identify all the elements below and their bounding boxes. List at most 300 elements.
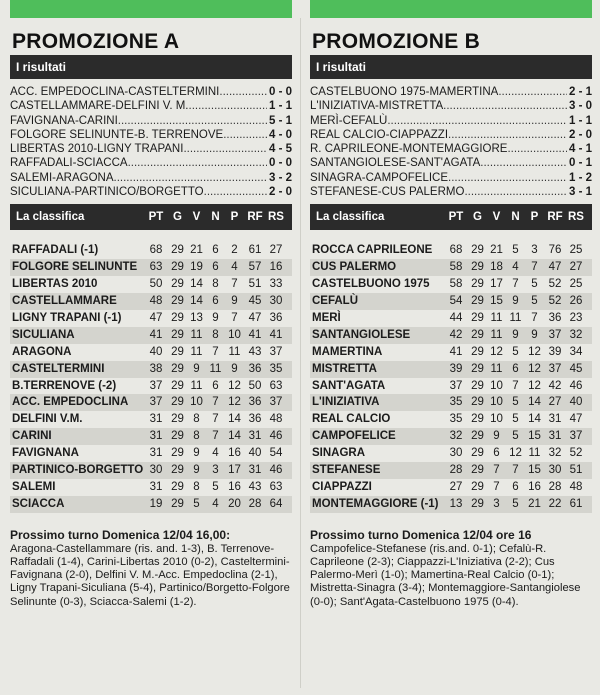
standings-row bbox=[310, 310, 592, 327]
stat-v: 8 bbox=[193, 480, 200, 493]
result-row bbox=[10, 128, 292, 142]
leader-dots bbox=[219, 85, 267, 99]
column-header-n: N bbox=[211, 211, 220, 224]
stat-p: 14 bbox=[528, 413, 541, 426]
stat-rf: 40 bbox=[248, 447, 262, 460]
stat-rs: 34 bbox=[569, 345, 583, 358]
team-name: LIBERTAS 2010 bbox=[12, 278, 98, 291]
team-name: ARAGONA bbox=[12, 345, 72, 358]
stat-n: 5 bbox=[512, 430, 519, 443]
team-name: DELFINI V.M. bbox=[12, 413, 83, 426]
result-match: MERÌ-CEFALÙ bbox=[310, 114, 388, 127]
result-match: STEFANESE-CUS PALERMO bbox=[310, 186, 465, 199]
stat-v: 14 bbox=[190, 295, 203, 308]
stat-rf: 31 bbox=[548, 413, 562, 426]
stat-rs: 37 bbox=[569, 430, 583, 443]
green-top-bar bbox=[10, 0, 292, 18]
stat-n: 6 bbox=[212, 379, 219, 392]
next-round-title: Prossimo turno Domenica 12/04 16,00: bbox=[10, 527, 231, 542]
stat-v: 10 bbox=[490, 413, 503, 426]
stat-g: 29 bbox=[171, 430, 184, 443]
result-match: SINAGRA-CAMPOFELICE bbox=[310, 171, 449, 184]
results-header: I risultati bbox=[10, 55, 292, 79]
result-score: 4 - 0 bbox=[268, 128, 292, 141]
stat-v: 3 bbox=[493, 497, 500, 510]
stat-rs: 52 bbox=[569, 447, 583, 460]
stat-rs: 23 bbox=[569, 311, 583, 324]
stat-rs: 61 bbox=[569, 497, 583, 510]
stat-pt: 30 bbox=[449, 447, 463, 460]
stat-g: 29 bbox=[471, 362, 484, 375]
team-name: B.TERRENOVE (-2) bbox=[12, 379, 117, 392]
result-row bbox=[10, 156, 292, 170]
standings-row bbox=[10, 462, 292, 479]
team-name: SICULIANA bbox=[12, 328, 75, 341]
stat-rs: 63 bbox=[269, 379, 283, 392]
stat-g: 29 bbox=[471, 345, 484, 358]
stat-rf: 45 bbox=[248, 295, 262, 308]
stat-v: 18 bbox=[490, 261, 503, 274]
stat-g: 29 bbox=[171, 362, 184, 375]
stat-rs: 30 bbox=[269, 295, 283, 308]
stat-p: 16 bbox=[528, 480, 541, 493]
stat-v: 15 bbox=[490, 295, 503, 308]
stat-n: 9 bbox=[212, 311, 219, 324]
team-name: SANTANGIOLESE bbox=[312, 328, 411, 341]
stat-g: 29 bbox=[171, 379, 184, 392]
results-list bbox=[310, 85, 592, 199]
promozione-b-column bbox=[310, 0, 592, 609]
column-header-rs: RS bbox=[268, 211, 284, 224]
standings-row bbox=[310, 259, 592, 276]
standings-row bbox=[10, 293, 292, 310]
result-row bbox=[10, 99, 292, 113]
stat-rf: 50 bbox=[248, 379, 262, 392]
stat-p: 14 bbox=[528, 396, 541, 409]
stat-v: 10 bbox=[190, 396, 203, 409]
stat-g: 29 bbox=[471, 278, 484, 291]
promozione-a-column bbox=[10, 0, 292, 609]
leader-dots bbox=[189, 99, 267, 113]
stat-rs: 36 bbox=[269, 311, 283, 324]
green-top-bar bbox=[310, 0, 592, 18]
stat-rs: 51 bbox=[569, 463, 583, 476]
stat-rf: 42 bbox=[548, 379, 562, 392]
stat-g: 29 bbox=[471, 413, 484, 426]
leader-dots bbox=[448, 171, 567, 185]
result-score: 5 - 1 bbox=[268, 114, 292, 127]
stat-g: 29 bbox=[471, 295, 484, 308]
result-match: SALEMI-ARAGONA bbox=[10, 171, 114, 184]
next-round-title: Prossimo turno Domenica 12/04 ore 16 bbox=[310, 527, 532, 542]
team-name: CEFALÙ bbox=[312, 295, 358, 308]
stat-p: 14 bbox=[228, 430, 241, 443]
result-match: FOLGORE SELINUNTE-B. TERRENOVE bbox=[10, 128, 224, 141]
stat-p: 11 bbox=[228, 345, 241, 358]
result-score: 1 - 1 bbox=[568, 114, 592, 127]
result-row bbox=[310, 85, 592, 99]
stat-pt: 48 bbox=[149, 295, 163, 308]
stat-rf: 37 bbox=[548, 362, 562, 375]
stat-pt: 35 bbox=[449, 396, 463, 409]
standings-row bbox=[10, 411, 292, 428]
result-match: FAVIGNANA-CARINI bbox=[10, 114, 118, 127]
stat-p: 11 bbox=[528, 447, 541, 460]
stat-n: 12 bbox=[509, 447, 522, 460]
stat-v: 11 bbox=[190, 379, 203, 392]
next-round bbox=[310, 529, 592, 609]
next-round-fixtures: Aragona-Castellammare (ris. and. 1-3), B. Terrenove-Raffadali (1-4), Carini-Libertas 2010 (0-2), Casteltermini-Favignana (2-0), Delfini V. M.-Acc. Empedoclina (2-1), Ligny Trapani-Siculiana (5-4), Partinico/Borgetto-Folgore Selinunte (0-3), Sciacca-Salemi (1-2). bbox=[10, 542, 290, 608]
standings-header-label: La classifica bbox=[316, 211, 385, 224]
stat-pt: 35 bbox=[449, 413, 463, 426]
team-name: CIAPPAZZI bbox=[312, 480, 372, 493]
standings-header bbox=[10, 204, 292, 230]
team-name: ROCCA CAPRILEONE bbox=[312, 244, 433, 257]
stat-rs: 35 bbox=[269, 362, 283, 375]
stat-rs: 63 bbox=[269, 480, 283, 493]
stat-pt: 31 bbox=[149, 480, 163, 493]
stat-p: 9 bbox=[231, 295, 238, 308]
stat-g: 29 bbox=[171, 295, 184, 308]
team-name: SCIACCA bbox=[12, 497, 65, 510]
stat-v: 7 bbox=[493, 480, 500, 493]
next-round bbox=[10, 529, 292, 609]
standings-row bbox=[10, 344, 292, 361]
stat-n: 6 bbox=[512, 480, 519, 493]
stat-pt: 54 bbox=[449, 295, 463, 308]
column-header-pt: PT bbox=[148, 211, 164, 224]
stat-pt: 37 bbox=[449, 379, 463, 392]
stat-n: 4 bbox=[212, 497, 219, 510]
stat-pt: 44 bbox=[449, 311, 463, 324]
result-row bbox=[310, 99, 592, 113]
stat-rf: 36 bbox=[248, 413, 262, 426]
stat-g: 29 bbox=[471, 311, 484, 324]
stat-g: 29 bbox=[471, 447, 484, 460]
stat-rf: 31 bbox=[248, 463, 262, 476]
stat-g: 29 bbox=[171, 244, 184, 257]
stat-n: 5 bbox=[512, 396, 519, 409]
stat-p: 16 bbox=[228, 480, 241, 493]
stat-rs: 54 bbox=[269, 447, 283, 460]
stat-v: 9 bbox=[493, 430, 500, 443]
stat-n: 6 bbox=[212, 244, 219, 257]
stat-rs: 16 bbox=[269, 261, 283, 274]
leader-dots bbox=[204, 185, 267, 199]
stat-pt: 37 bbox=[149, 396, 163, 409]
stat-p: 5 bbox=[531, 278, 538, 291]
results-list bbox=[10, 85, 292, 199]
stat-g: 29 bbox=[171, 278, 184, 291]
standings-row bbox=[10, 276, 292, 293]
stat-rf: 36 bbox=[248, 396, 262, 409]
stat-n: 11 bbox=[209, 362, 222, 375]
stat-v: 10 bbox=[490, 396, 503, 409]
team-name: FAVIGNANA bbox=[12, 447, 79, 460]
result-match: CASTELLAMMARE-DELFINI V. M. bbox=[10, 100, 189, 113]
stat-rf: 61 bbox=[248, 244, 262, 257]
stat-rf: 51 bbox=[248, 278, 262, 291]
stat-rs: 25 bbox=[569, 244, 583, 257]
stat-v: 11 bbox=[190, 328, 203, 341]
team-name: MERÌ bbox=[312, 311, 341, 324]
stat-v: 9 bbox=[193, 463, 200, 476]
column-header-g: G bbox=[173, 211, 182, 224]
result-score: 4 - 1 bbox=[568, 143, 592, 156]
stat-v: 11 bbox=[190, 345, 203, 358]
team-name: CASTELLAMMARE bbox=[12, 295, 117, 308]
stat-pt: 13 bbox=[449, 497, 463, 510]
standings-row bbox=[10, 428, 292, 445]
stat-rf: 22 bbox=[548, 497, 562, 510]
leader-dots bbox=[448, 128, 567, 142]
team-name: ACC. EMPEDOCLINA bbox=[12, 396, 129, 409]
stat-pt: 50 bbox=[149, 278, 163, 291]
standings-row bbox=[10, 242, 292, 259]
stat-rs: 33 bbox=[269, 278, 283, 291]
result-match: ACC. EMPEDOCLINA-CASTELTERMINI bbox=[10, 86, 220, 98]
team-name: MISTRETTA bbox=[312, 362, 377, 375]
leader-dots bbox=[443, 99, 567, 113]
stat-p: 7 bbox=[531, 311, 538, 324]
result-row bbox=[10, 114, 292, 128]
result-score: 2 - 0 bbox=[268, 186, 292, 199]
stat-n: 3 bbox=[212, 463, 219, 476]
team-name: FOLGORE SELINUNTE bbox=[12, 261, 138, 274]
standings-row bbox=[310, 276, 592, 293]
stat-rs: 40 bbox=[569, 396, 583, 409]
stat-v: 8 bbox=[193, 413, 200, 426]
team-name: CAMPOFELICE bbox=[312, 430, 396, 443]
team-name: STEFANESE bbox=[312, 463, 381, 476]
standings-row bbox=[310, 361, 592, 378]
stat-rs: 48 bbox=[569, 480, 583, 493]
team-name: REAL CALCIO bbox=[312, 413, 391, 426]
team-name: PARTINICO-BORGETTO bbox=[12, 463, 144, 476]
stat-pt: 58 bbox=[449, 261, 463, 274]
section-title: PROMOZIONE B bbox=[312, 30, 481, 53]
team-name: MAMERTINA bbox=[312, 345, 383, 358]
team-name: CASTELTERMINI bbox=[12, 362, 105, 375]
standings-row bbox=[310, 479, 592, 496]
stat-n: 6 bbox=[512, 362, 519, 375]
standings-header-label: La classifica bbox=[16, 211, 85, 224]
stat-g: 29 bbox=[471, 396, 484, 409]
result-score: 3 - 2 bbox=[268, 171, 292, 184]
leader-dots bbox=[464, 185, 567, 199]
standings-header bbox=[310, 204, 592, 230]
result-row bbox=[310, 156, 592, 170]
stat-pt: 40 bbox=[149, 345, 163, 358]
stat-p: 9 bbox=[231, 362, 238, 375]
stat-g: 29 bbox=[171, 497, 184, 510]
stat-pt: 63 bbox=[149, 261, 163, 274]
stat-g: 29 bbox=[171, 311, 184, 324]
stat-v: 9 bbox=[193, 362, 200, 375]
leader-dots bbox=[118, 114, 267, 128]
result-score: 2 - 1 bbox=[568, 86, 592, 98]
stat-g: 29 bbox=[471, 328, 484, 341]
stat-pt: 31 bbox=[149, 413, 163, 426]
stat-p: 14 bbox=[228, 413, 241, 426]
stat-n: 7 bbox=[512, 379, 519, 392]
column-header-p: P bbox=[530, 211, 539, 224]
stat-pt: 27 bbox=[449, 480, 463, 493]
standings-row bbox=[10, 445, 292, 462]
stat-n: 5 bbox=[212, 480, 219, 493]
leader-dots bbox=[128, 156, 267, 170]
stat-rf: 37 bbox=[548, 328, 562, 341]
result-match: SICULIANA-PARTINICO/BORGETTO bbox=[10, 186, 204, 199]
standings-row bbox=[310, 428, 592, 445]
leader-dots bbox=[183, 142, 267, 156]
standings-row bbox=[10, 310, 292, 327]
stat-n: 4 bbox=[212, 447, 219, 460]
stat-rf: 43 bbox=[248, 345, 262, 358]
standings-row bbox=[310, 327, 592, 344]
standings-row bbox=[10, 378, 292, 395]
stat-n: 8 bbox=[212, 278, 219, 291]
column-header-g: G bbox=[473, 211, 482, 224]
standings-row bbox=[310, 344, 592, 361]
standings-row bbox=[310, 411, 592, 428]
stat-v: 21 bbox=[190, 244, 203, 257]
stat-rs: 32 bbox=[569, 328, 583, 341]
standings-row bbox=[310, 496, 592, 513]
stat-rf: 57 bbox=[248, 261, 262, 274]
result-score: 3 - 0 bbox=[568, 100, 592, 113]
team-name: CARINI bbox=[12, 430, 52, 443]
stat-v: 21 bbox=[490, 244, 503, 257]
stat-v: 13 bbox=[190, 311, 203, 324]
result-match: R. CAPRILEONE-MONTEMAGGIORE bbox=[310, 143, 508, 156]
stat-rf: 31 bbox=[548, 430, 562, 443]
standings-row bbox=[10, 394, 292, 411]
standings-table bbox=[10, 242, 292, 512]
result-row bbox=[10, 85, 292, 99]
standings-row bbox=[310, 445, 592, 462]
stat-g: 29 bbox=[171, 328, 184, 341]
stat-p: 16 bbox=[228, 447, 241, 460]
stat-g: 29 bbox=[171, 261, 184, 274]
stat-pt: 31 bbox=[149, 447, 163, 460]
result-match: REAL CALCIO-CIAPPAZZI bbox=[310, 128, 449, 141]
result-row bbox=[310, 171, 592, 185]
stat-n: 8 bbox=[212, 328, 219, 341]
stat-p: 15 bbox=[528, 463, 541, 476]
stat-rs: 64 bbox=[269, 497, 283, 510]
column-header-p: P bbox=[230, 211, 239, 224]
result-row bbox=[310, 142, 592, 156]
stat-rf: 41 bbox=[248, 328, 262, 341]
stat-p: 7 bbox=[231, 278, 238, 291]
standings-row bbox=[10, 259, 292, 276]
team-name: L'INIZIATIVA bbox=[312, 396, 380, 409]
standings-row bbox=[310, 462, 592, 479]
standings-row bbox=[310, 378, 592, 395]
leader-dots bbox=[480, 156, 567, 170]
stat-g: 29 bbox=[471, 379, 484, 392]
standings-row bbox=[10, 327, 292, 344]
stat-g: 29 bbox=[471, 463, 484, 476]
result-row bbox=[310, 185, 592, 199]
stat-g: 29 bbox=[471, 430, 484, 443]
stat-v: 5 bbox=[193, 497, 200, 510]
stat-v: 7 bbox=[493, 463, 500, 476]
team-name: CUS PALERMO bbox=[312, 261, 397, 274]
stat-rs: 41 bbox=[269, 328, 283, 341]
stat-pt: 37 bbox=[149, 379, 163, 392]
leader-dots bbox=[507, 142, 567, 156]
column-divider bbox=[300, 18, 301, 688]
stat-v: 10 bbox=[490, 379, 503, 392]
stat-n: 9 bbox=[512, 295, 519, 308]
result-score: 3 - 1 bbox=[568, 186, 592, 199]
stat-rs: 46 bbox=[269, 430, 283, 443]
stat-n: 11 bbox=[509, 311, 522, 324]
stat-n: 5 bbox=[512, 244, 519, 257]
column-header-rf: RF bbox=[547, 211, 563, 224]
stat-pt: 47 bbox=[149, 311, 163, 324]
stat-rf: 43 bbox=[248, 480, 262, 493]
stat-rs: 27 bbox=[269, 244, 283, 257]
stat-pt: 41 bbox=[149, 328, 163, 341]
result-match: RAFFADALI-SCIACCA bbox=[10, 157, 128, 170]
result-score: 1 - 1 bbox=[268, 100, 292, 113]
stat-rs: 37 bbox=[269, 396, 283, 409]
stat-pt: 19 bbox=[149, 497, 163, 510]
stat-rf: 30 bbox=[548, 463, 562, 476]
result-row bbox=[10, 185, 292, 199]
result-match: L'INIZIATIVA-MISTRETTA bbox=[310, 100, 444, 113]
stat-rf: 52 bbox=[548, 278, 562, 291]
stat-rf: 39 bbox=[548, 345, 562, 358]
stat-g: 29 bbox=[471, 244, 484, 257]
result-score: 0 - 0 bbox=[268, 86, 292, 98]
stat-pt: 39 bbox=[449, 362, 463, 375]
stat-pt: 68 bbox=[149, 244, 163, 257]
stat-g: 29 bbox=[171, 345, 184, 358]
team-name: SALEMI bbox=[12, 480, 56, 493]
stat-p: 5 bbox=[531, 295, 538, 308]
stat-rf: 32 bbox=[548, 447, 562, 460]
stat-n: 7 bbox=[212, 396, 219, 409]
stat-g: 29 bbox=[171, 413, 184, 426]
stat-pt: 28 bbox=[449, 463, 463, 476]
stat-pt: 68 bbox=[449, 244, 463, 257]
stat-rf: 47 bbox=[548, 261, 562, 274]
stat-pt: 30 bbox=[149, 463, 163, 476]
column-header-v: V bbox=[492, 211, 501, 224]
stat-n: 7 bbox=[212, 430, 219, 443]
result-row bbox=[310, 128, 592, 142]
team-name: RAFFADALI (-1) bbox=[12, 244, 99, 257]
standings-row bbox=[310, 293, 592, 310]
column-header-rs: RS bbox=[568, 211, 584, 224]
stat-pt: 32 bbox=[449, 430, 463, 443]
stat-n: 6 bbox=[212, 295, 219, 308]
stat-p: 12 bbox=[228, 396, 241, 409]
stat-n: 5 bbox=[512, 413, 519, 426]
stat-p: 12 bbox=[528, 379, 541, 392]
stat-pt: 42 bbox=[449, 328, 463, 341]
result-score: 1 - 2 bbox=[568, 171, 592, 184]
stat-v: 11 bbox=[490, 362, 503, 375]
result-row bbox=[10, 171, 292, 185]
stat-rs: 45 bbox=[569, 362, 583, 375]
stat-p: 12 bbox=[528, 362, 541, 375]
stat-rs: 25 bbox=[569, 278, 583, 291]
